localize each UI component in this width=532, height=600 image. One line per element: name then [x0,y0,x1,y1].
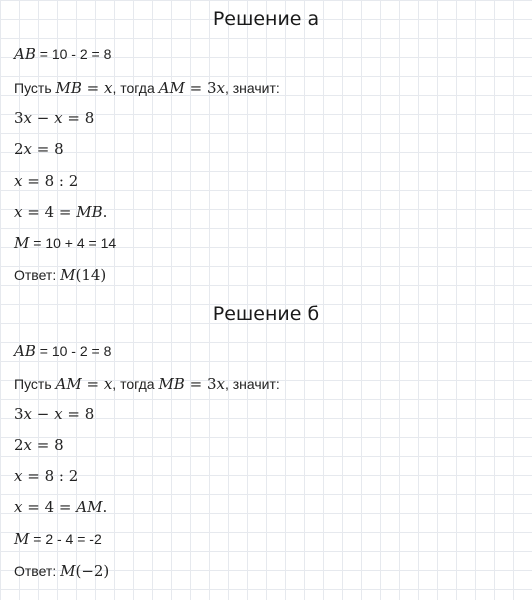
equation-line: 2x = 8 [14,436,64,454]
assumption-line: Пусть AM = x, тогда MB = 3x, значит: [14,375,280,393]
equation-line: 3x − x = 8 [14,109,95,127]
answer-line: Ответ: M(14) [14,266,107,284]
answer-line: Ответ: M(−2) [14,562,110,580]
equation-line: M = 2 - 4 = -2 [14,530,102,548]
equation-ab-length: AB = 10 - 2 = 8 [14,342,112,360]
equation-line: 2x = 8 [14,140,64,158]
equation-line: x = 4 = AM. [14,498,108,516]
equation-line: M = 10 + 4 = 14 [14,234,117,252]
equation-line: x = 8 : 2 [14,172,79,190]
solution-b-heading: Решение б [212,303,320,325]
equation-line: x = 8 : 2 [14,467,79,485]
equation-line: 3x − x = 8 [14,405,95,423]
solution-a-heading: Решение а [212,8,320,30]
equation-line: x = 4 = MB. [14,203,108,221]
equation-ab-length: AB = 10 - 2 = 8 [14,45,112,63]
assumption-line: Пусть MB = x, тогда AM = 3x, значит: [14,79,280,97]
